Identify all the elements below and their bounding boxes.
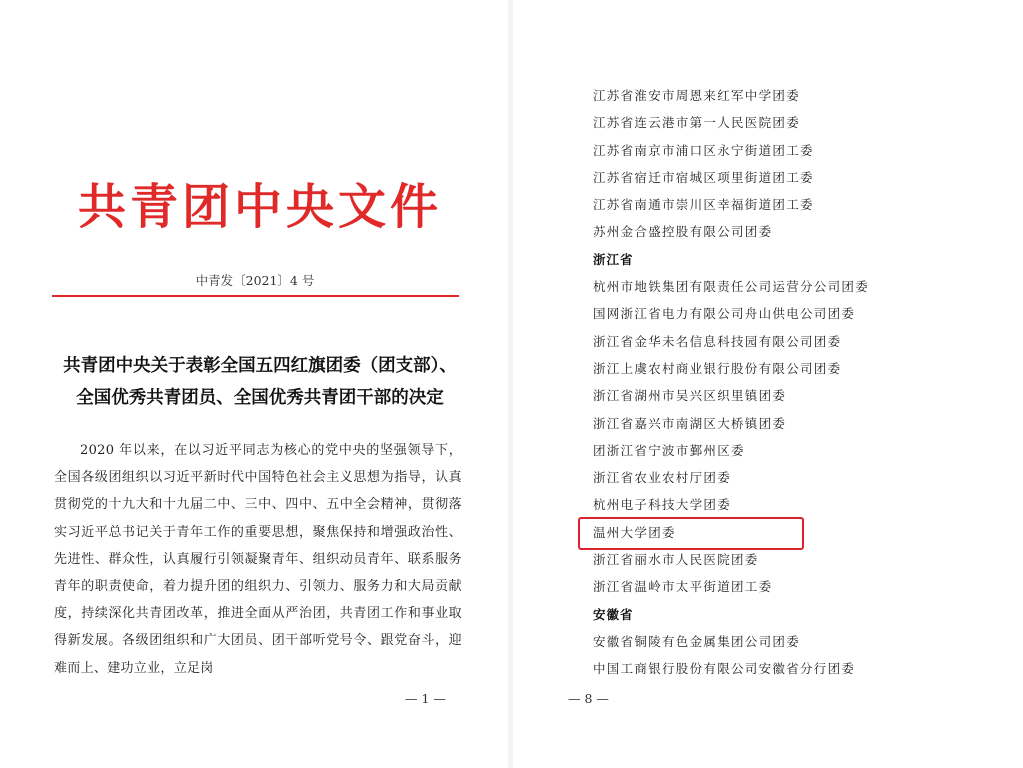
body-paragraph: 2020 年以来，在以习近平同志为核心的党中央的坚强领导下，全国各级团组织以习近平新时代中国特色社会主义思想为指导，认真贯彻党的十九大和十九届二中、三中、四中、五中全会精神，贯彻落实习近平总书记关于青年工作的重要思想，聚焦保持和增强政治性、先进性、群众性，认真履行引领凝聚青年、组织动员青年、联系服务青年的职责使命，着力提升团的组织力、引领力、服务力和大局贡献度，持续深化共青团改革，推进全面从严治团，共青团工作和事业取得新发展。各级团组织和广大团员、团干部听党号令、跟党奋斗，迎难而上、建功立业，立足岗 <box>54 443 462 676</box>
list-item: 浙江省湖州市吴兴区织里镇团委 <box>593 388 787 404</box>
list-item: 浙江省嘉兴市南湖区大桥镇团委 <box>593 415 787 431</box>
list-item: 温州大学团委 <box>593 524 676 540</box>
award-recipient-list <box>593 82 869 683</box>
list-item: 浙江省温岭市太平街道团工委 <box>593 579 773 595</box>
list-item: 杭州电子科技大学团委 <box>593 497 732 513</box>
list-item: 杭州市地铁集团有限责任公司运营分公司团委 <box>593 279 870 295</box>
province-heading: 安徽省 <box>593 606 634 622</box>
province-heading: 浙江省 <box>593 251 634 267</box>
body-paragraph-block <box>54 437 462 682</box>
list-item: 苏州金合盛控股有限公司团委 <box>593 224 773 240</box>
list-item: 浙江省金华未名信息科技园有限公司团委 <box>593 333 842 349</box>
list-item: 江苏省南通市崇川区幸福街道团工委 <box>593 197 814 213</box>
page-number-left: — 1 — <box>405 691 446 706</box>
list-item: 江苏省南京市浦口区永宁街道团工委 <box>593 142 814 158</box>
highlight-box <box>578 517 804 550</box>
left-document-page <box>0 0 510 768</box>
decision-title-line-2: 全国优秀共青团员、全国优秀共青团干部的决定 <box>76 388 444 408</box>
list-item: 江苏省宿迁市宿城区项里街道团工委 <box>593 169 814 185</box>
list-item: 安徽省铜陵有色金属集团公司团委 <box>593 633 801 649</box>
list-item: 浙江省丽水市人民医院团委 <box>593 552 759 568</box>
document-number: 中青发〔2021〕4 号 <box>195 273 315 288</box>
list-item: 江苏省连云港市第一人民医院团委 <box>593 115 801 131</box>
decision-title-line-1: 共青团中央关于表彰全国五四红旗团委（团支部）、 <box>63 356 457 376</box>
list-item: 浙江上虞农村商业银行股份有限公司团委 <box>593 360 842 376</box>
page-number-right: — 8 — <box>568 691 609 706</box>
decision-title <box>40 350 480 414</box>
list-item: 团浙江省宁波市鄞州区委 <box>593 442 745 458</box>
list-item: 浙江省农业农村厅团委 <box>593 470 732 486</box>
list-item: 国网浙江省电力有限公司舟山供电公司团委 <box>593 306 856 322</box>
list-item: 中国工商银行股份有限公司安徽省分行团委 <box>593 661 856 677</box>
masthead-title: 共青团中央文件 <box>78 179 443 235</box>
red-divider-line <box>52 295 459 297</box>
list-item: 江苏省淮安市周恩来红军中学团委 <box>593 88 801 103</box>
right-document-page <box>513 0 1023 768</box>
